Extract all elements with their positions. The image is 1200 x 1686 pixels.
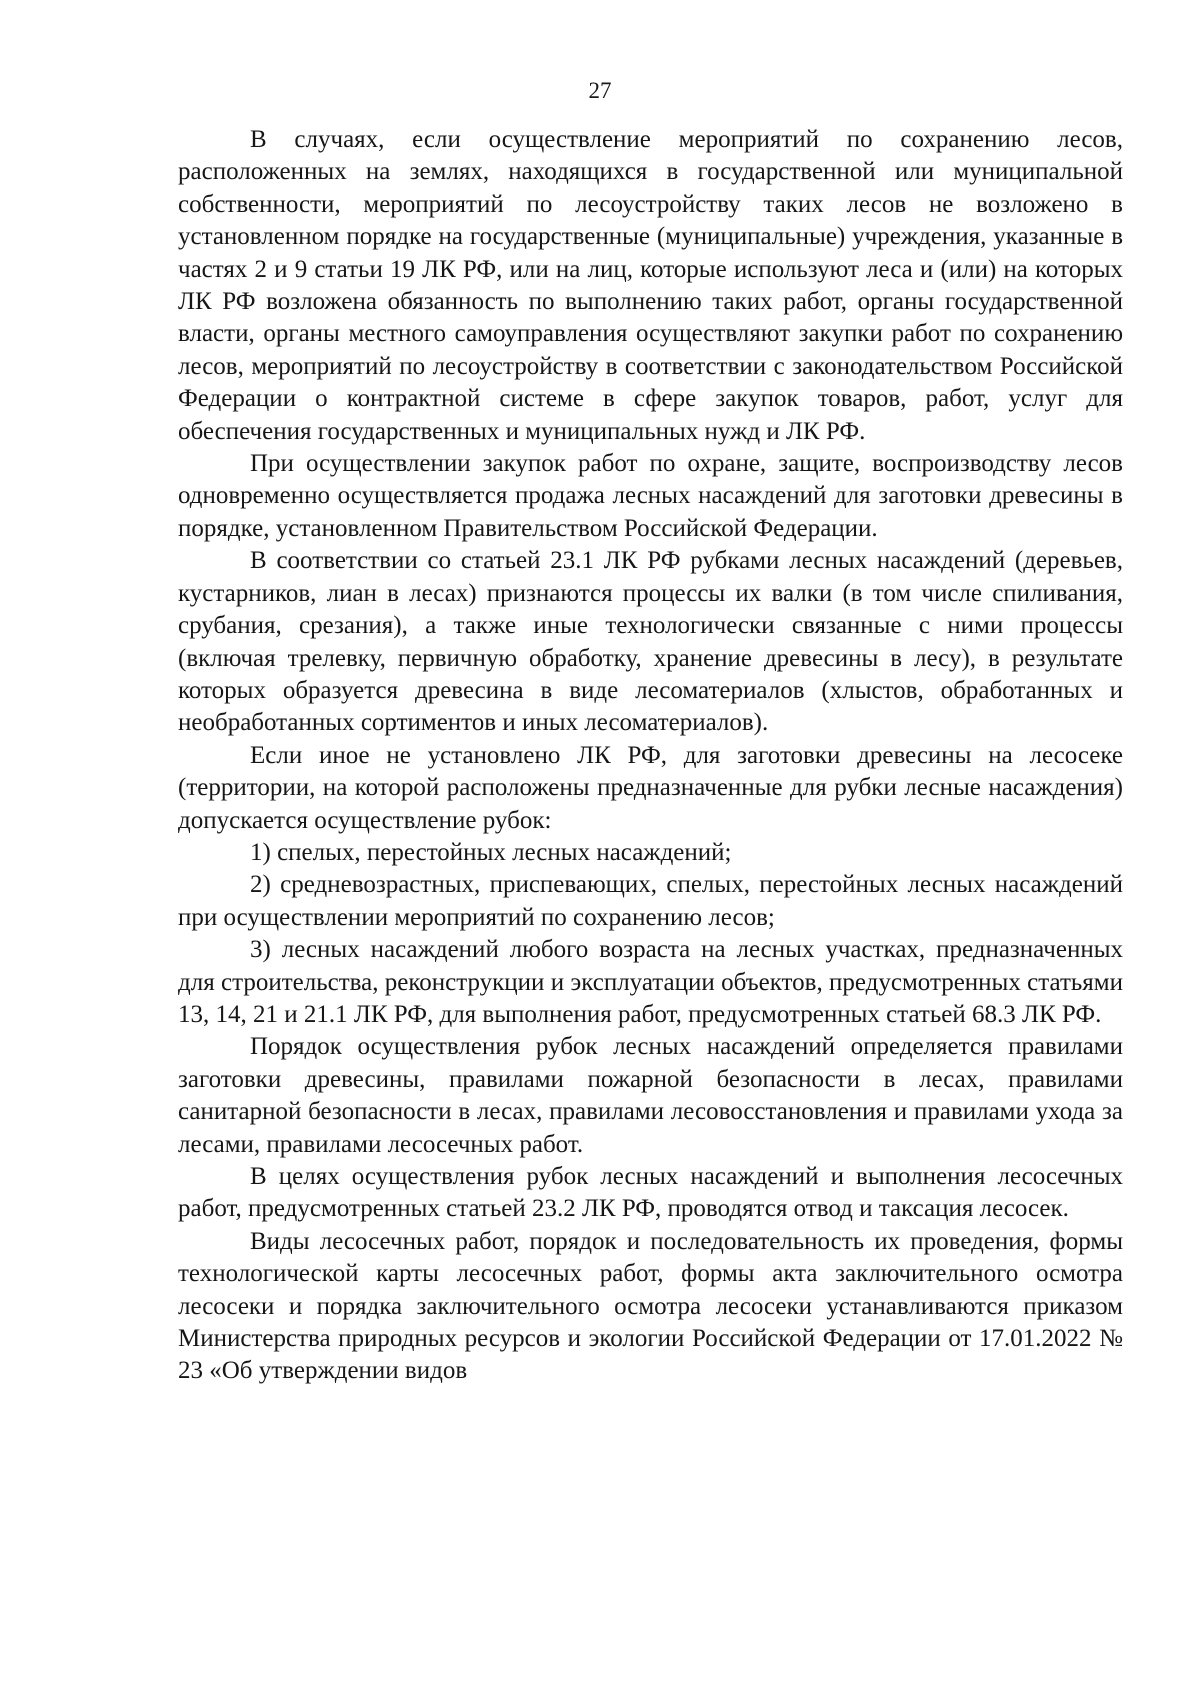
list-item-1: 1) спелых, перестойных лесных насаждений; — [250, 838, 732, 866]
paragraph-procurement-cases: В случаях, если осуществление мероприятий по сохранению лесов, расположенных на землях, находящихся в государственной или муниципальной собственности, мероприятий по лесоустройству таких лесов не возложено в установленном порядке на государственные (муниципальные) учреждения, указанные в частях 2 и 9 статьи 19 ЛК РФ, или на лиц, которые используют леса и (или) на которых ЛК РФ возложена обязанность по выполнению таких работ, органы государственной власти, органы местного самоуправления осуществляют закупки работ по сохранению лесов, мероприятий по лесоустройству в соответствии с законодательством Российской Федерации о контрактной системе в сфере закупок товаров, работ, услуг для обеспечения государственных и муниципальных нужд и ЛК РФ. — [178, 126, 1123, 445]
paragraph-felling-definition: В соответствии со статьей 23.1 ЛК РФ рубками лесных насаждений (деревьев, кустарников, лиан в лесах) признаются процессы их валки (в том числе спиливания, срубания, срезания), а также иные технологически связанные с ними процессы (включая трелевку, первичную обработку, хранение древесины в лесу), в результате которых образуется древесина в виде лесоматериалов (хлыстов, обработанных и необработанных сортиментов и иных лесоматериалов). — [178, 547, 1123, 737]
list-item-3: 3) лесных насаждений любого возраста на лесных участках, предназначенных для строительства, реконструкции и эксплуатации объектов, предусмотренных статьями 13, 14, 21 и 21.1 ЛК РФ, для выполнения работ, предусмотренных статьей 68.3 ЛК РФ. — [178, 936, 1123, 1028]
page-number: 27 — [588, 78, 612, 103]
list-item-2: 2) средневозрастных, приспевающих, спелых, перестойных лесных насаждений при осуществлении мероприятий по сохранению лесов; — [178, 871, 1123, 931]
paragraph-felling-rules: Порядок осуществления рубок лесных насаждений определяется правилами заготовки древесины, правилами пожарной безопасности в лесах, правилами санитарной безопасности в лесах, правилами лесовосстановления и правилами ухода за лесами, правилами лесосечных работ. — [178, 1033, 1123, 1158]
paragraph-felling-allowed: Если иное не установлено ЛК РФ, для заготовки древесины на лесосеке (территории, на которой расположены предназначенные для рубки лесные насаждения) допускается осуществление рубок: — [178, 741, 1123, 834]
document-body — [178, 124, 1123, 1388]
paragraph-logging-types: Виды лесосечных работ, порядок и последовательность их проведения, формы технологической карты лесосечных работ, формы акта заключительного осмотра лесосеки и порядка заключительного осмотра лесосеки устанавливаются приказом Министерства природных ресурсов и экологии Российской Федерации от 17.01.2022 № 23 «Об утверждении видов — [178, 1227, 1123, 1385]
paragraph-timber-sale: При осуществлении закупок работ по охране, защите, воспроизводству лесов одновременно осуществляется продажа лесных насаждений для заготовки древесины в порядке, установленном Правительством Российской Федерации. — [178, 450, 1123, 542]
paragraph-allotment: В целях осуществления рубок лесных насаждений и выполнения лесосечных работ, предусмотренных статьей 23.2 ЛК РФ, проводятся отвод и таксация лесосек. — [178, 1163, 1123, 1223]
